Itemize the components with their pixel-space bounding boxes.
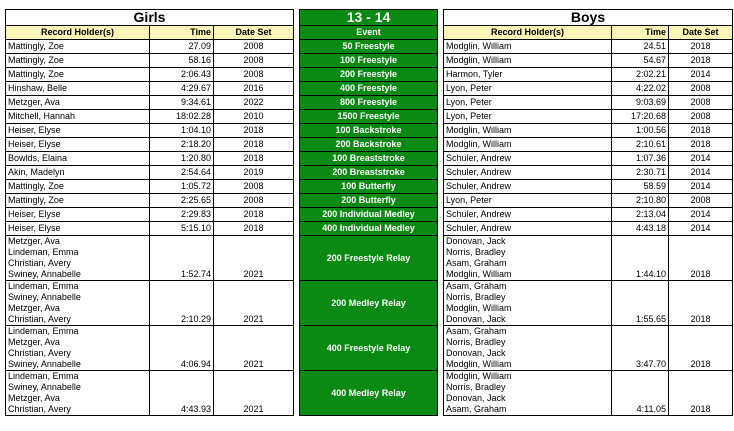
swimmer-name: Asam, Graham <box>446 404 507 414</box>
boys-record-holder <box>444 236 612 281</box>
girls-record-holder <box>6 371 150 416</box>
record-row <box>6 152 733 166</box>
swimmer-name: Metzger, Ava <box>8 393 60 403</box>
boys-record-holder: Schuler, Andrew <box>444 180 612 194</box>
boys-time: 2:10.80 <box>612 194 669 208</box>
boys-time: 4:11.05 <box>612 371 669 416</box>
girls-time: 1:52.74 <box>150 236 214 281</box>
event-name: 200 Butterfly <box>300 194 438 208</box>
boys-holder-header: Record Holder(s) <box>444 26 612 40</box>
relay-swimmers <box>8 236 147 280</box>
record-row <box>6 208 733 222</box>
girls-time: 18:02.28 <box>150 110 214 124</box>
boys-record-holder: Lyon, Peter <box>444 82 612 96</box>
boys-date-set: 2014 <box>669 222 733 236</box>
swimmer-name: Swiney, Annabelle <box>8 292 81 302</box>
boys-record-holder <box>444 326 612 371</box>
girls-date-set: 2018 <box>214 222 294 236</box>
girls-time: 58.16 <box>150 54 214 68</box>
records-table <box>5 9 733 416</box>
girls-time: 9:34.61 <box>150 96 214 110</box>
swimmer-name: Lindeman, Emma <box>8 247 79 257</box>
swimmer-name: Donovan, Jack <box>446 348 506 358</box>
boys-time: 58.59 <box>612 180 669 194</box>
relay-swimmers <box>8 326 147 370</box>
boys-date-set: 2018 <box>669 326 733 371</box>
girls-record-holder <box>6 281 150 326</box>
swimmer-name: Norris, Bradley <box>446 337 506 347</box>
girls-record-holder <box>6 236 150 281</box>
girls-time: 2:54.64 <box>150 166 214 180</box>
boys-time: 1:07.36 <box>612 152 669 166</box>
girls-time: 1:05.72 <box>150 180 214 194</box>
boys-time: 54.67 <box>612 54 669 68</box>
girls-date-set: 2018 <box>214 124 294 138</box>
boys-record-holder: Lyon, Peter <box>444 96 612 110</box>
boys-date-set: 2018 <box>669 54 733 68</box>
record-row <box>6 180 733 194</box>
girls-date-set: 2018 <box>214 138 294 152</box>
record-row <box>6 194 733 208</box>
girls-time: 4:43.93 <box>150 371 214 416</box>
event-name: 400 Freestyle Relay <box>300 326 438 371</box>
girls-time: 27.09 <box>150 40 214 54</box>
swimmer-name: Asam, Graham <box>446 281 507 291</box>
girls-record-holder: Akin, Madelyn <box>6 166 150 180</box>
girls-time: 2:18.20 <box>150 138 214 152</box>
swimmer-name: Donovan, Jack <box>446 393 506 403</box>
girls-date-set: 2019 <box>214 166 294 180</box>
boys-time: 1:55.65 <box>612 281 669 326</box>
swimmer-name: Christian, Avery <box>8 348 71 358</box>
girls-date-header: Date Set <box>214 26 294 40</box>
girls-time: 2:25.65 <box>150 194 214 208</box>
girls-time: 4:06.94 <box>150 326 214 371</box>
girls-time: 4:29.67 <box>150 82 214 96</box>
boys-time: 9:03.69 <box>612 96 669 110</box>
girls-date-set: 2021 <box>214 281 294 326</box>
swimmer-name: Christian, Avery <box>8 404 71 414</box>
boys-date-set: 2018 <box>669 138 733 152</box>
swimmer-name: Norris, Bradley <box>446 292 506 302</box>
swimmer-name: Modglin, William <box>446 269 512 279</box>
record-row <box>6 40 733 54</box>
boys-record-holder: Modglin, William <box>444 54 612 68</box>
girls-title: Girls <box>6 10 294 26</box>
boys-time: 1:44.10 <box>612 236 669 281</box>
swimmer-name: Norris, Bradley <box>446 247 506 257</box>
girls-time: 2:29.83 <box>150 208 214 222</box>
boys-time: 2:13.04 <box>612 208 669 222</box>
boys-title: Boys <box>444 10 733 26</box>
girls-record-holder: Mattingly, Zoe <box>6 68 150 82</box>
boys-date-set: 2008 <box>669 96 733 110</box>
age-group-title: 13 - 14 <box>300 10 438 26</box>
boys-date-set: 2014 <box>669 68 733 82</box>
boys-record-holder <box>444 281 612 326</box>
girls-date-set: 2008 <box>214 40 294 54</box>
record-row <box>6 281 733 326</box>
boys-time: 17:20.68 <box>612 110 669 124</box>
boys-date-set: 2014 <box>669 180 733 194</box>
relay-swimmers <box>446 281 609 325</box>
boys-record-holder: Modglin, William <box>444 138 612 152</box>
record-row <box>6 110 733 124</box>
swimmer-name: Metzger, Ava <box>8 337 60 347</box>
swimmer-name: Donovan, Jack <box>446 236 506 246</box>
girls-date-set: 2008 <box>214 68 294 82</box>
record-row <box>6 124 733 138</box>
swimmer-name: Christian, Avery <box>8 314 71 324</box>
boys-time: 2:10.61 <box>612 138 669 152</box>
girls-time: 2:06.43 <box>150 68 214 82</box>
event-name: 50 Freestyle <box>300 40 438 54</box>
swimmer-name: Modglin, William <box>446 371 512 381</box>
girls-time: 5:15.10 <box>150 222 214 236</box>
girls-date-set: 2008 <box>214 180 294 194</box>
girls-date-set: 2021 <box>214 236 294 281</box>
girls-record-holder <box>6 326 150 371</box>
relay-swimmers <box>8 281 147 325</box>
boys-record-holder: Modglin, William <box>444 124 612 138</box>
girls-record-holder: Metzger, Ava <box>6 96 150 110</box>
boys-record-holder: Schuler, Andrew <box>444 166 612 180</box>
swimmer-name: Asam, Graham <box>446 258 507 268</box>
event-name: 400 Individual Medley <box>300 222 438 236</box>
swimmer-name: Donovan, Jack <box>446 314 506 324</box>
swimmer-name: Asam, Graham <box>446 326 507 336</box>
record-row <box>6 82 733 96</box>
boys-time: 3:47.70 <box>612 326 669 371</box>
boys-time: 1:00.56 <box>612 124 669 138</box>
girls-record-holder: Mattingly, Zoe <box>6 54 150 68</box>
boys-record-holder: Schuler, Andrew <box>444 208 612 222</box>
event-name: 100 Backstroke <box>300 124 438 138</box>
event-name: 200 Breaststroke <box>300 166 438 180</box>
girls-date-set: 2010 <box>214 110 294 124</box>
girls-date-set: 2022 <box>214 96 294 110</box>
swimmer-name: Swiney, Annabelle <box>8 269 81 279</box>
event-name: 200 Individual Medley <box>300 208 438 222</box>
boys-date-set: 2014 <box>669 208 733 222</box>
boys-record-holder: Modglin, William <box>444 40 612 54</box>
boys-date-set: 2018 <box>669 40 733 54</box>
event-name: 100 Butterfly <box>300 180 438 194</box>
girls-date-set: 2016 <box>214 82 294 96</box>
event-name: 1500 Freestyle <box>300 110 438 124</box>
girls-date-set: 2021 <box>214 326 294 371</box>
swimmer-name: Modglin, William <box>446 359 512 369</box>
boys-record-holder: Schuler, Andrew <box>444 222 612 236</box>
boys-record-holder: Lyon, Peter <box>444 110 612 124</box>
event-name: 400 Medley Relay <box>300 371 438 416</box>
record-row <box>6 326 733 371</box>
boys-record-holder: Lyon, Peter <box>444 194 612 208</box>
boys-time-header: Time <box>612 26 669 40</box>
boys-time: 2:02.21 <box>612 68 669 82</box>
swimmer-name: Lindeman, Emma <box>8 281 79 291</box>
swimmer-name: Metzger, Ava <box>8 236 60 246</box>
record-row <box>6 96 733 110</box>
girls-record-holder: Mattingly, Zoe <box>6 194 150 208</box>
girls-time: 1:04.10 <box>150 124 214 138</box>
record-row <box>6 222 733 236</box>
record-row <box>6 138 733 152</box>
girls-record-holder: Bowlds, Elaina <box>6 152 150 166</box>
record-row <box>6 371 733 416</box>
column-header-row <box>6 26 733 40</box>
boys-date-header: Date Set <box>669 26 733 40</box>
boys-time: 24.51 <box>612 40 669 54</box>
girls-holder-header: Record Holder(s) <box>6 26 150 40</box>
boys-time: 4:22.02 <box>612 82 669 96</box>
boys-record-holder <box>444 371 612 416</box>
event-name: 200 Freestyle <box>300 68 438 82</box>
girls-record-holder: Heiser, Elyse <box>6 138 150 152</box>
event-name: 400 Freestyle <box>300 82 438 96</box>
event-name: 200 Backstroke <box>300 138 438 152</box>
boys-date-set: 2008 <box>669 110 733 124</box>
girls-time: 2:10.29 <box>150 281 214 326</box>
boys-time: 4:43.18 <box>612 222 669 236</box>
girls-record-holder: Heiser, Elyse <box>6 124 150 138</box>
relay-swimmers <box>446 326 609 370</box>
record-row <box>6 54 733 68</box>
swimmer-name: Lindeman, Emma <box>8 326 79 336</box>
girls-record-holder: Hinshaw, Belle <box>6 82 150 96</box>
record-row <box>6 166 733 180</box>
boys-date-set: 2018 <box>669 281 733 326</box>
girls-record-holder: Heiser, Elyse <box>6 222 150 236</box>
swimmer-name: Lindeman, Emma <box>8 371 79 381</box>
relay-swimmers <box>446 371 609 415</box>
boys-record-holder: Schuler, Andrew <box>444 152 612 166</box>
title-row <box>6 10 733 26</box>
boys-date-set: 2018 <box>669 371 733 416</box>
boys-date-set: 2014 <box>669 166 733 180</box>
swimmer-name: Metzger, Ava <box>8 303 60 313</box>
girls-date-set: 2018 <box>214 208 294 222</box>
records-sheet <box>5 9 733 416</box>
boys-date-set: 2008 <box>669 82 733 96</box>
girls-date-set: 2008 <box>214 194 294 208</box>
girls-record-holder: Mitchell, Hannah <box>6 110 150 124</box>
girls-date-set: 2018 <box>214 152 294 166</box>
boys-time: 2:30.71 <box>612 166 669 180</box>
girls-record-holder: Mattingly, Zoe <box>6 40 150 54</box>
girls-record-holder: Heiser, Elyse <box>6 208 150 222</box>
swimmer-name: Swiney, Annabelle <box>8 359 81 369</box>
event-name: 100 Freestyle <box>300 54 438 68</box>
event-name: 200 Medley Relay <box>300 281 438 326</box>
boys-date-set: 2018 <box>669 236 733 281</box>
swimmer-name: Christian, Avery <box>8 258 71 268</box>
swimmer-name: Modglin, William <box>446 303 512 313</box>
boys-record-holder: Harmon, Tyler <box>444 68 612 82</box>
boys-date-set: 2018 <box>669 124 733 138</box>
event-name: 200 Freestyle Relay <box>300 236 438 281</box>
girls-date-set: 2021 <box>214 371 294 416</box>
swimmer-name: Norris, Bradley <box>446 382 506 392</box>
event-header: Event <box>300 26 438 40</box>
swimmer-name: Swiney, Annabelle <box>8 382 81 392</box>
girls-date-set: 2008 <box>214 54 294 68</box>
girls-time-header: Time <box>150 26 214 40</box>
boys-date-set: 2014 <box>669 152 733 166</box>
event-name: 800 Freestyle <box>300 96 438 110</box>
relay-swimmers <box>8 371 147 415</box>
record-row <box>6 236 733 281</box>
relay-swimmers <box>446 236 609 280</box>
girls-record-holder: Mattingly, Zoe <box>6 180 150 194</box>
girls-time: 1:20.80 <box>150 152 214 166</box>
boys-date-set: 2008 <box>669 194 733 208</box>
event-name: 100 Breaststroke <box>300 152 438 166</box>
record-row <box>6 68 733 82</box>
